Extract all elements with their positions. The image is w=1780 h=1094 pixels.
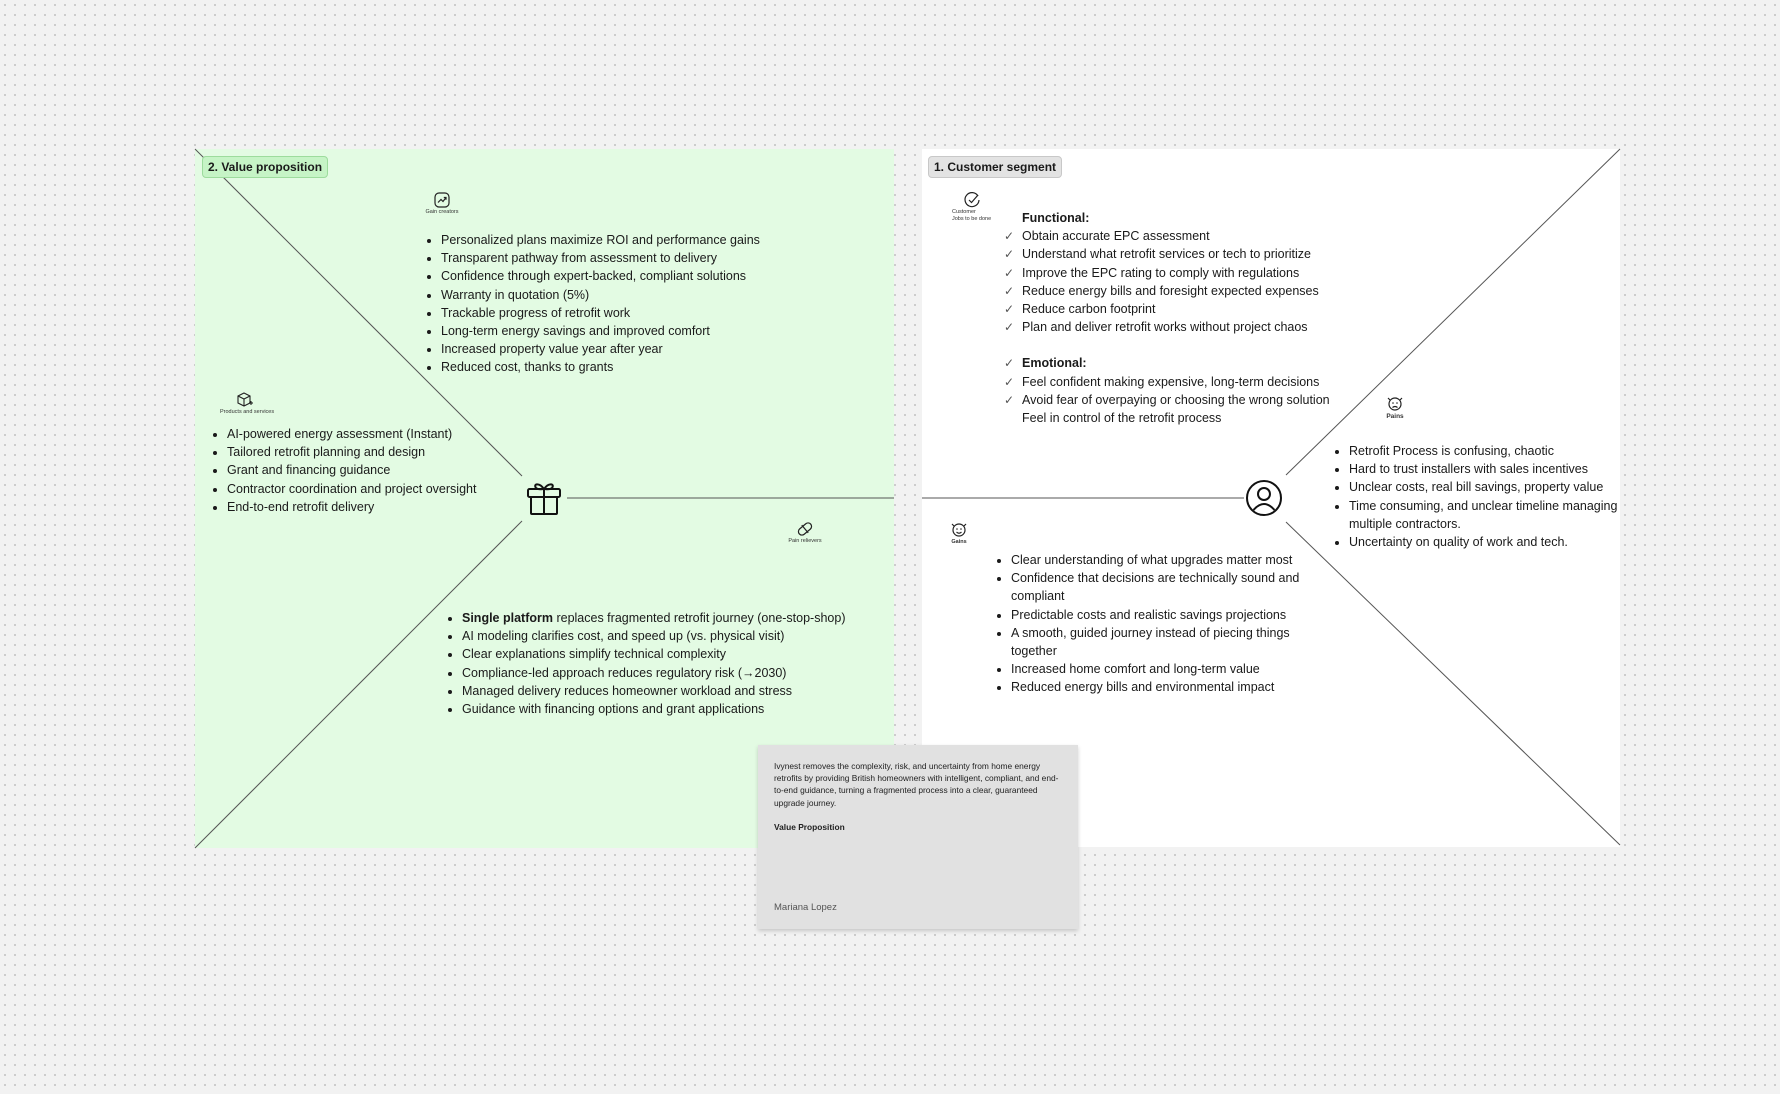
functional-job-item-text: Plan and deliver retrofit works without project chaos [1022,320,1308,335]
pain-item: • Retrofit Process is confusing, chaotic [1349,442,1619,460]
pain-relievers-label: Pain relievers [788,538,822,544]
gains-list [997,551,1311,697]
customer-jobs-label-line1: Customer [952,209,976,215]
functional-job-item-text: Obtain accurate EPC assessment [1022,229,1210,244]
pains-label: Pains [1386,413,1404,420]
functional-job-item-text: Reduce carbon footprint [1022,302,1156,317]
value-proposition-tag[interactable]: 2. Value proposition [202,156,328,178]
check-icon: ✓ [1004,374,1015,389]
products-services-icon [220,391,275,416]
gain-creator-item: • Increased property value year after year [441,340,881,358]
product-service-item: • End-to-end retrofit delivery [227,498,477,516]
emotional-job-item [1004,391,1344,409]
gain-creator-item: • Personalized plans maximize ROI and performance gains [441,231,881,249]
sticky-note-author: Mariana Lopez [774,902,837,913]
gain-creators-icon [422,191,462,216]
user-icon [1245,479,1283,522]
gain-item: • Clear understanding of what upgrades matter most [1011,551,1311,569]
customer-segment-panel[interactable] [922,149,1620,847]
pain-item: • Time consuming, and unclear timeline managing multiple contractors. [1349,497,1619,533]
check-icon: ✓ [1004,265,1015,280]
functional-job-item-text: Improve the EPC rating to comply with regulations [1022,265,1300,280]
gain-creators-label: Gain creators [425,209,459,215]
pain-item: • Unclear costs, real bill savings, property value [1349,478,1619,496]
check-icon: ✓ [1004,302,1015,317]
pain-item: • Hard to trust installers with sales incentives [1349,460,1619,478]
pain-reliever-item: • Clear explanations simplify technical complexity [462,645,902,663]
emotional-heading-list [1004,354,1344,372]
gain-creators-list [427,231,881,377]
gain-creator-item: • Reduced cost, thanks to grants [441,358,881,376]
product-service-item: • Grant and financing guidance [227,461,477,479]
pain-reliever-item: • Compliance-led approach reduces regulatory risk (→2030) [462,664,902,682]
emotional-list [1004,373,1344,409]
value-proposition-sticky-note[interactable] [758,745,1078,929]
customer-jobs-icon [950,191,994,223]
emotional-job-item [1004,373,1344,391]
customer-jobs-label [952,209,994,223]
functional-heading: Functional: [1022,211,1090,225]
gain-creator-item: • Warranty in quotation (5%) [441,286,881,304]
emotional-job-item-text: Avoid fear of overpaying or choosing the wrong solution [1022,392,1330,407]
emotional-last-item: Feel in control of the retrofit process [1022,411,1222,426]
pain-item: • Uncertainty on quality of work and tech. [1349,533,1619,551]
products-services-label: Products and services [220,409,275,415]
check-icon: ✓ [1004,356,1015,371]
functional-job-item [1004,282,1344,300]
pain-relievers-icon [785,520,825,545]
emotional-heading-text: Emotional: [1022,356,1087,371]
functional-job-item [1004,318,1344,336]
pain-reliever-item [462,609,902,627]
check-icon: ✓ [1004,283,1015,298]
pain-reliever-bold: Single platform [462,611,553,625]
gain-item: • Confidence that decisions are technically sound and compliant [1011,569,1311,605]
gain-creator-item: • Trackable progress of retrofit work [441,304,881,322]
customer-segment-tag[interactable]: 1. Customer segment [928,156,1062,178]
sticky-note-body: Ivynest removes the complexity, risk, and uncertainty from home energy retrofits by providing British homeowners with intelligent, compliant, and end-to-end guidance, turning a fragmented process into a clear, guaranteed upgrade journey. [774,761,1059,808]
gain-item: • A smooth, guided journey instead of piecing things together [1011,624,1311,660]
gift-icon [525,479,563,522]
emotional-heading [1004,354,1344,372]
check-icon: ✓ [1004,392,1015,407]
sticky-note-title: Value Proposition [774,822,845,832]
customer-jobs-label-line2: Jobs to be done [952,216,992,222]
gain-creator-item: • Long-term energy savings and improved comfort [441,322,881,340]
check-icon: ✓ [1004,247,1015,262]
gain-creator-item: • Transparent pathway from assessment to delivery [441,249,881,267]
value-proposition-panel[interactable] [195,149,894,848]
gain-item: • Increased home comfort and long-term value [1011,660,1311,678]
functional-list [1004,227,1344,336]
pain-relievers-list [448,609,902,718]
product-service-item: • Tailored retrofit planning and design [227,443,477,461]
pain-reliever-item: • Managed delivery reduces homeowner workload and stress [462,682,902,700]
product-service-item: • AI-powered energy assessment (Instant) [227,425,477,443]
functional-job-item [1004,227,1344,245]
functional-job-item-text: Reduce energy bills and foresight expected expenses [1022,283,1319,298]
pains-list [1335,442,1619,551]
product-service-item: • Contractor coordination and project oversight [227,480,477,498]
check-icon: ✓ [1004,229,1015,244]
gains-icon [944,521,974,546]
pains-icon [1380,395,1410,420]
functional-job-item [1004,245,1344,263]
functional-job-item [1004,264,1344,282]
gain-creator-item: • Confidence through expert-backed, compliant solutions [441,267,881,285]
emotional-job-item-text: Feel confident making expensive, long-term decisions [1022,374,1320,389]
functional-job-item [1004,300,1344,318]
gains-label: Gains [951,539,967,545]
check-icon: ✓ [1004,320,1015,335]
functional-job-item-text: Understand what retrofit services or tech to prioritize [1022,247,1312,262]
pain-reliever-rest: replaces fragmented retrofit journey (one-stop-shop) [552,611,846,625]
gain-item: • Reduced energy bills and environmental impact [1011,678,1311,696]
products-services-list [213,425,477,516]
pain-reliever-item: • AI modeling clarifies cost, and speed up (vs. physical visit) [462,627,902,645]
customer-jobs-block [1004,209,1344,427]
pain-reliever-item: • Guidance with financing options and grant applications [462,700,902,718]
gain-item: • Predictable costs and realistic savings projections [1011,606,1311,624]
